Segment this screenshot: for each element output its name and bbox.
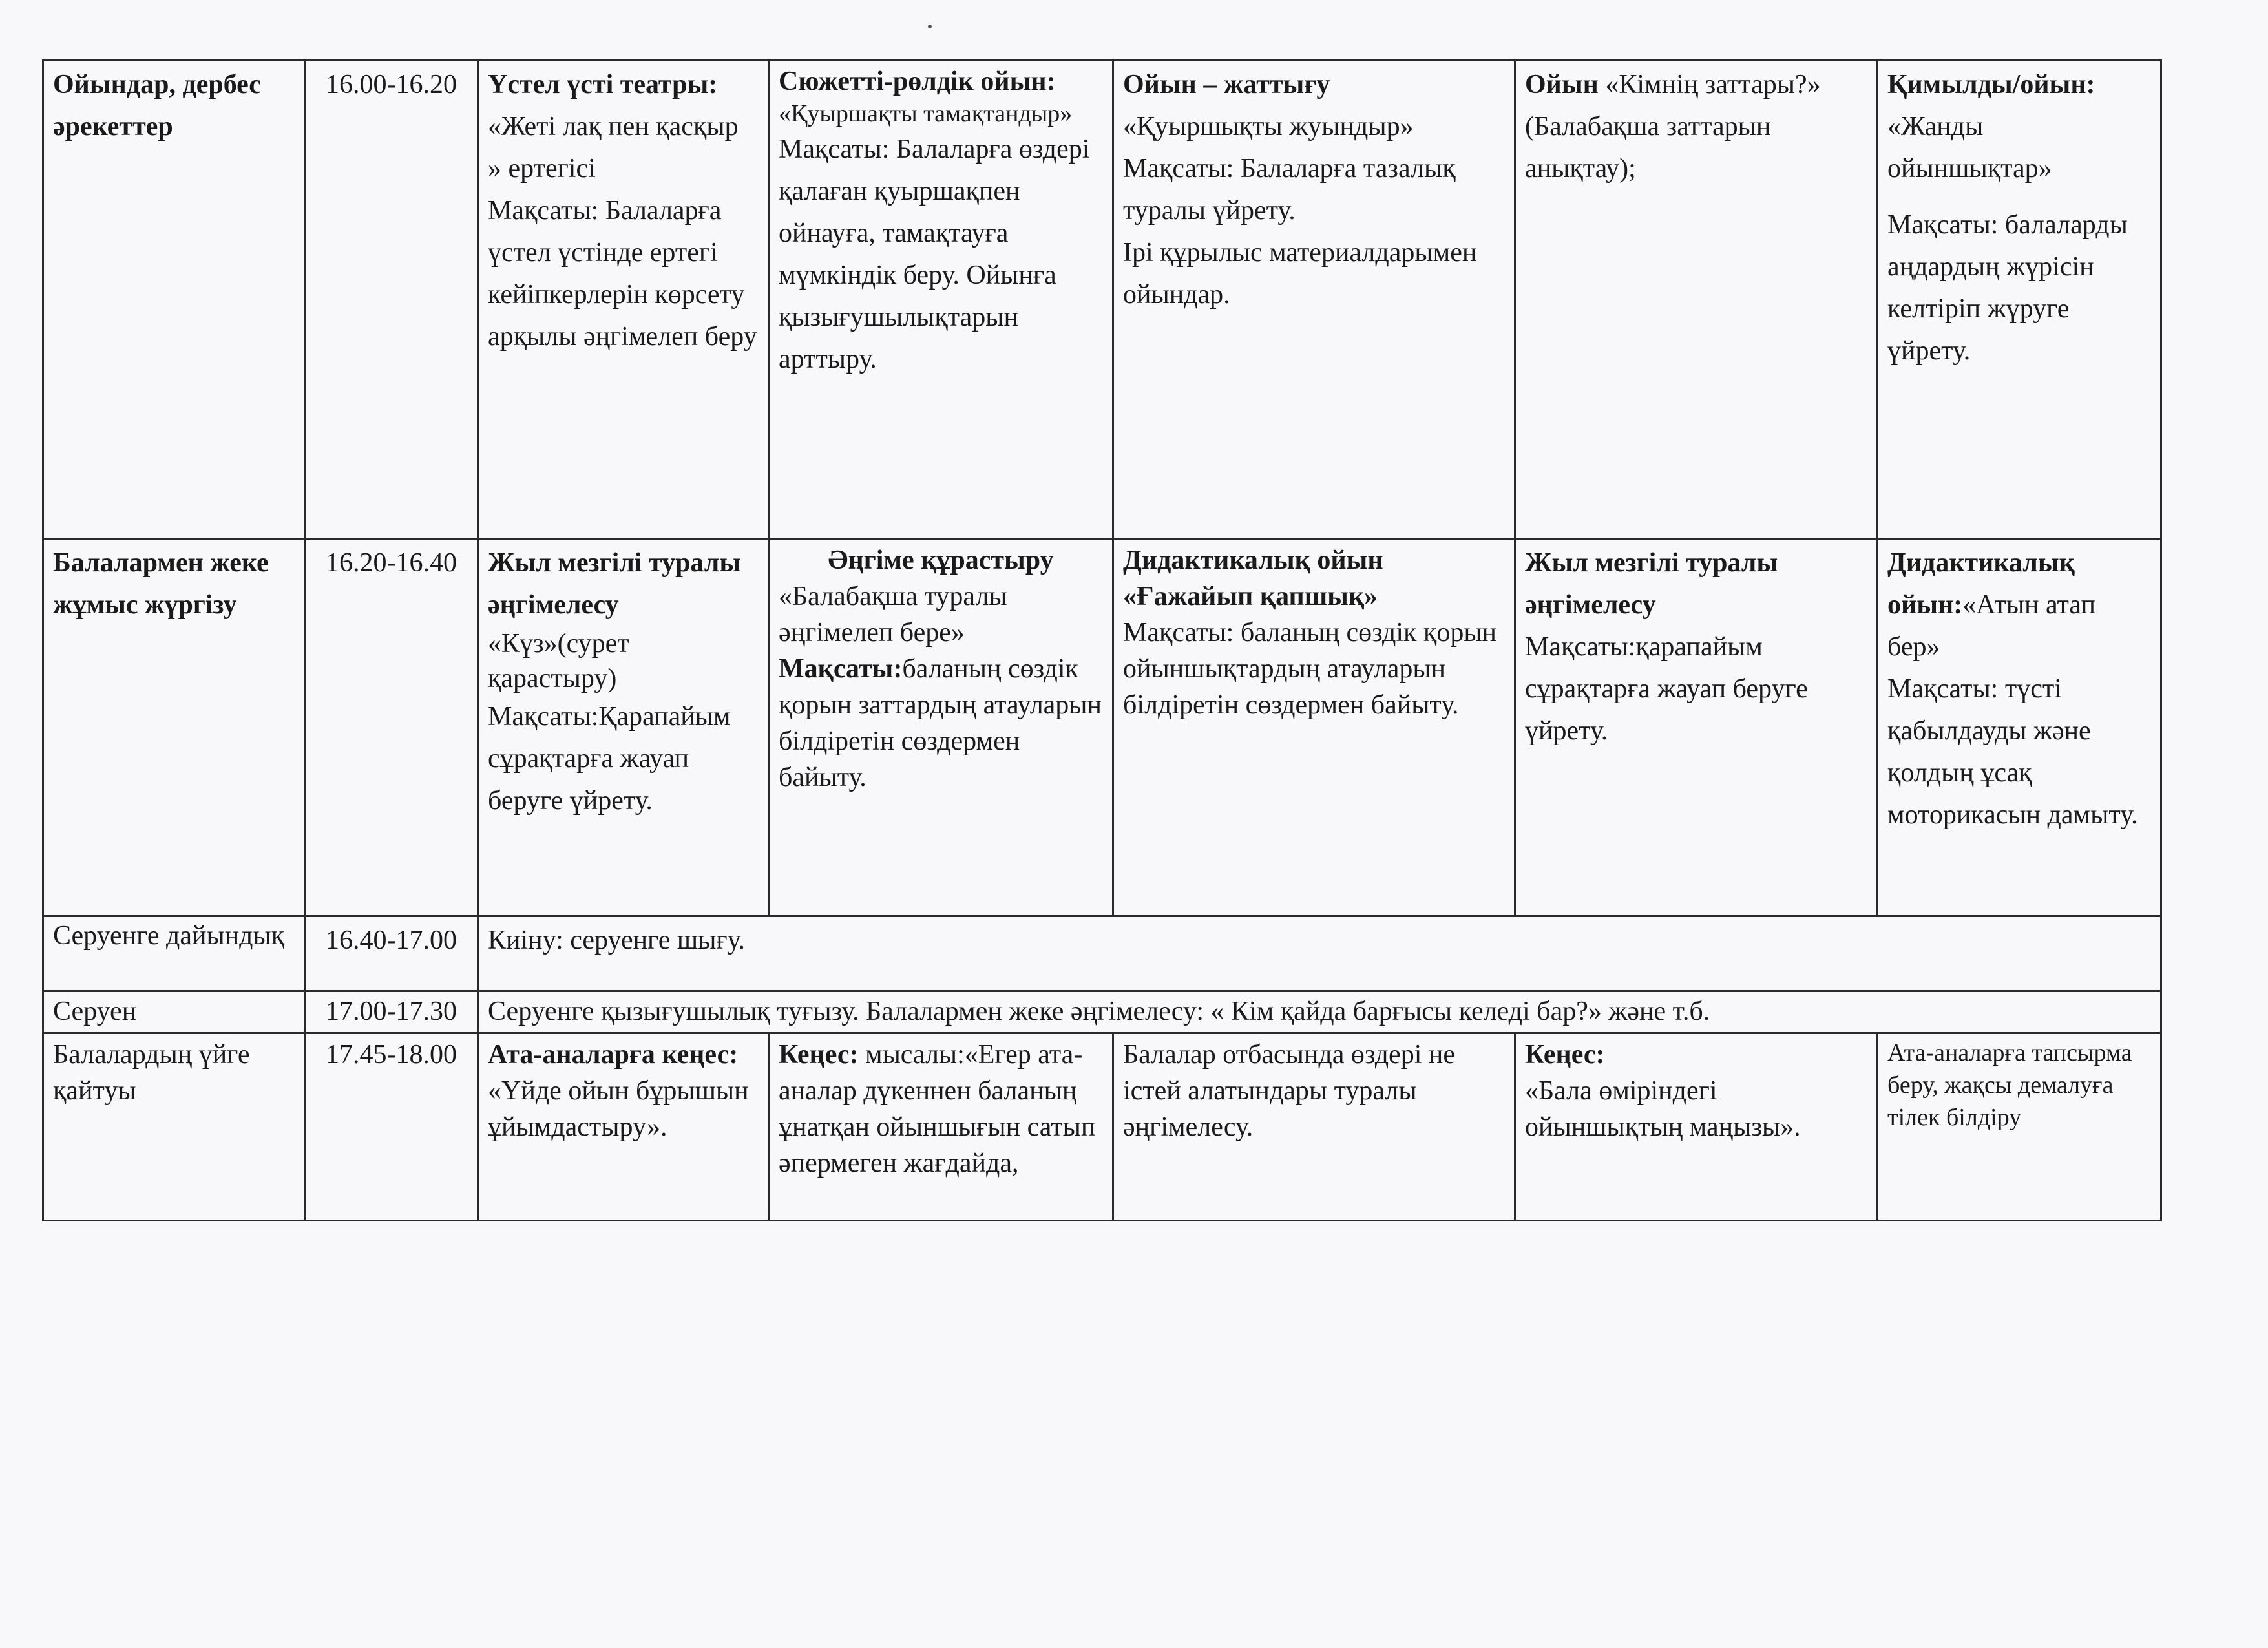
cell-text: Мақсаты: түсті қабылдауды және қолдың ұсақ моторикасын дамыту.	[1887, 674, 2138, 830]
daily-plan-table	[42, 59, 2162, 1221]
time-cell: 16.40-17.00	[305, 916, 478, 991]
wednesday-cell	[1113, 1033, 1515, 1221]
cell-text: баланың сөздік қорын заттардың атауларын білдіретін сөздермен байыту.	[779, 654, 1102, 792]
scan-speck	[928, 25, 932, 28]
cell-title: Ойын	[1525, 70, 1599, 100]
activity-label: Серуен	[43, 991, 305, 1033]
thursday-cell	[1515, 1033, 1878, 1221]
activity-label: Балалардың үйге қайтуы	[43, 1033, 305, 1221]
time-cell: 17.45-18.00	[305, 1033, 478, 1221]
time-cell: 16.00-16.20	[305, 61, 478, 539]
cell-title: Ата-аналарға кеңес:	[488, 1040, 739, 1070]
cell-text: Мақсаты: баланың сөздік қорын ойыншықтардың атауларын білдіретін сөздермен байыту.	[1123, 618, 1497, 720]
cell-text: Ірі құрылыс материалдарымен ойындар.	[1123, 238, 1477, 310]
cell-text: «Үйде ойын бұрышын ұйымдастыру».	[488, 1076, 749, 1142]
activity-label: Серуенге дайындық	[43, 916, 305, 991]
time-cell: 17.00-17.30	[305, 991, 478, 1033]
friday-cell	[1878, 1033, 2161, 1221]
friday-cell	[1878, 61, 2161, 539]
table-row	[43, 1033, 2161, 1221]
cell-title: Кеңес:	[1525, 1040, 1605, 1070]
time-cell: 16.20-16.40	[305, 539, 478, 916]
cell-text: мысалы:«Егер ата-аналар дүкеннен баланың ұнатқан ойыншығын сатып әпермеген жағдайда,	[779, 1040, 1096, 1178]
cell-title: Дидактикалық ойын «Ғажайып қапшық»	[1123, 545, 1383, 611]
cell-title: Жыл мезгілі туралы әңгімелесу	[488, 548, 741, 620]
wednesday-cell	[1113, 61, 1515, 539]
cell-text: Балалар отбасында өздері не істей алатындары туралы әңгімелесу.	[1123, 1040, 1455, 1142]
cell-title: Дидактикалық ойын:	[1887, 548, 2075, 620]
cell-text: Мақсаты: Балаларға үстел үстінде ертегі кейіпкерлерін көрсету арқылы әңгімелеп беру	[488, 196, 757, 352]
cell-text: «Қуыршықты жуындыр»	[1123, 112, 1414, 142]
cell-title: Әңгіме құрастыру	[828, 545, 1054, 575]
cell-title-tail: «Атын атап бер»	[1887, 590, 2095, 662]
activity-label: Балалармен жеке жұмыс жүргізу	[43, 539, 305, 916]
table-row	[43, 61, 2161, 539]
span-cell: Серуенге қызығушылық туғызу. Балалармен жеке әңгімелесу: « Кім қайда барғысы келеді бар?» және т.б.	[478, 991, 2161, 1033]
monday-cell	[478, 61, 769, 539]
cell-subtitle: «Қуыршақты тамақтандыр»	[779, 100, 1073, 127]
table-row	[43, 916, 2161, 991]
cell-text: Мақсаты: Балаларға тазалық туралы үйрету.	[1123, 154, 1456, 226]
span-cell: Киіну: серуенге шығу.	[478, 916, 2161, 991]
table-row	[43, 991, 2161, 1033]
cell-text: Мақсаты: Балаларға өздері қалаған қуыршақпен ойнауға, тамақтауға мүмкіндік беру. Ойынға қызығушылықтарын арттыру.	[779, 134, 1090, 374]
thursday-cell	[1515, 61, 1878, 539]
cell-text: Мақсаты: балаларды аңдардың жүрісін келтіріп жүруге үйрету.	[1887, 210, 2128, 366]
cell-text: «Кімнің заттары?» (Балабақша заттарын анықтау);	[1525, 70, 1821, 184]
wednesday-cell	[1113, 539, 1515, 916]
cell-title: Жыл мезгілі туралы әңгімелесу	[1525, 548, 1778, 620]
cell-title: Сюжетті-рөлдік ойын:	[779, 67, 1056, 96]
cell-text: «Жанды ойыншықтар»	[1887, 112, 2052, 184]
cell-text: Ата-аналарға тапсырма беру, жақсы демалуға тілек білдіру	[1887, 1039, 2132, 1131]
cell-title: Ойын – жаттығу	[1123, 70, 1330, 100]
cell-title: Қимылды/ойын:	[1887, 70, 2095, 100]
friday-cell	[1878, 539, 2161, 916]
activity-label: Ойындар, дербес әрекеттер	[43, 61, 305, 539]
cell-title: Үстел үсті театры:	[488, 70, 718, 100]
cell-title: Кеңес:	[779, 1040, 859, 1070]
cell-bold-prefix: Мақсаты:	[779, 654, 903, 684]
cell-text: «Жеті лақ пен қасқыр » ертегісі	[488, 112, 739, 184]
tuesday-cell	[769, 539, 1113, 916]
monday-cell	[478, 539, 769, 916]
cell-subtitle: «Балабақша туралы әңгімелеп бере»	[779, 582, 1007, 648]
cell-text: Мақсаты:Қарапайым сұрақтарға жауап беруге үйрету.	[488, 702, 731, 816]
cell-text: «Бала өміріндегі ойыншықтың маңызы».	[1525, 1076, 1801, 1142]
tuesday-cell	[769, 1033, 1113, 1221]
cell-text: Мақсаты:қарапайым сұрақтарға жауап беруге үйрету.	[1525, 632, 1808, 746]
thursday-cell	[1515, 539, 1878, 916]
tuesday-cell	[769, 61, 1113, 539]
cell-text: «Күз»(сурет қарастыру)	[488, 629, 629, 693]
table-row	[43, 539, 2161, 916]
monday-cell	[478, 1033, 769, 1221]
